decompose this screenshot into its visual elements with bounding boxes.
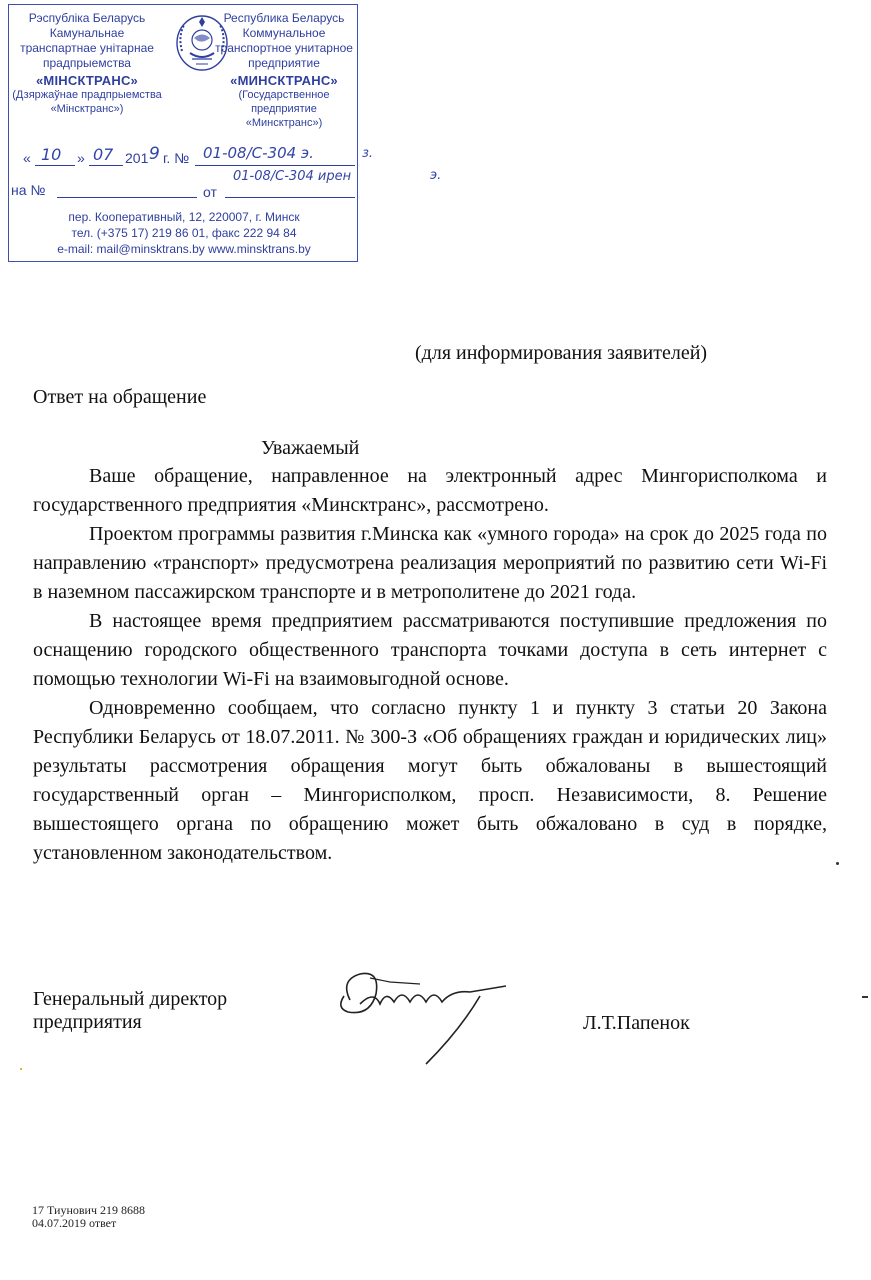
date-year-prefix: 201 xyxy=(125,150,149,166)
date-close-quote: » xyxy=(77,150,85,166)
ref-from-label: от xyxy=(203,184,217,200)
stamp-right-sub1: (Государственное предприятие xyxy=(238,89,330,115)
paragraph: Ваше обращение, направленное на электронный адрес Мингорисполкома и государственного предприятия «Минсктранс», рассмотрено. xyxy=(33,465,827,516)
stamp-left-line2: Камунальнае xyxy=(49,26,125,40)
stamp-russian-block xyxy=(209,11,359,130)
ref-number-label: на № xyxy=(11,182,46,198)
executor-note xyxy=(32,1204,145,1230)
paragraph: Проектом программы развития г.Минска как «умного города» на срок до 2025 года по направлению «транспорт» предусмотрена реализация мероприятий по развитию сети Wi-Fi в наземном пассажирском транспорте и в метрополитене до 2021 года. xyxy=(33,523,827,603)
scan-speck xyxy=(836,862,839,865)
reference-line xyxy=(11,169,357,203)
handwriting-extension-bottom: э. xyxy=(430,168,442,183)
addressee-note: (для информирования заявителей) xyxy=(415,342,708,364)
letterhead-stamp xyxy=(8,4,358,262)
scan-speck xyxy=(20,1068,22,1070)
number-handwritten: 01-08/С-304 э. xyxy=(203,144,314,162)
handwritten-signature xyxy=(330,960,520,1070)
executor-line1: 17 Тиунович 219 8688 xyxy=(32,1203,145,1217)
signer-name: Л.Т.Папенок xyxy=(583,1012,690,1034)
ref-handwritten: 01-08/С-304 ирен xyxy=(233,169,352,184)
stamp-right-line3: транспортное унитарное xyxy=(215,41,353,55)
signatory-title xyxy=(33,988,227,1034)
stamp-right-sub2: «Минсктранс») xyxy=(245,117,323,129)
stamp-left-sub2: «Мінсктранс») xyxy=(50,103,124,115)
stamp-belarusian-block xyxy=(9,11,165,116)
paragraph: Одновременно сообщаем, что согласно пункту 1 и пункту 3 статьи 20 Закона Республики Беларусь от 18.07.2011. № 300-З «Об обращениях граждан и юридических лиц» результаты рассмотрения обращения могут быть обжалованы в вышестоящий государственный орган – Мингорисполком, просп. Независимости, 8. Решение вышестоящего органа по обращению может быть обжаловано в суд в порядке, установленном законодательством. xyxy=(33,697,827,864)
stamp-left-line3: транспартнае унітарнае xyxy=(20,41,154,55)
date-day-handwritten: 10 xyxy=(41,145,62,164)
scan-speck xyxy=(862,996,868,998)
stamp-right-line4: предприятие xyxy=(248,56,320,70)
signatory-title-line2: предприятия xyxy=(33,1011,142,1033)
ref-from-underline xyxy=(225,183,355,198)
stamp-right-brand: «МИНСКТРАНС» xyxy=(230,73,338,88)
executor-line2: 04.07.2019 ответ xyxy=(32,1216,117,1230)
date-month-handwritten: 07 xyxy=(93,145,114,164)
signatory-title-line1: Генеральный директор xyxy=(33,988,228,1010)
date-open-quote: « xyxy=(23,150,31,166)
stamp-right-line1: Республика Беларусь xyxy=(223,11,345,25)
stamp-phone-line: тел. (+375 17) 219 86 01, факс 222 94 84 xyxy=(71,226,297,240)
stamp-contacts xyxy=(9,209,359,257)
stamp-left-line1: Рэспубліка Беларусь xyxy=(28,11,146,25)
letter-subject: Ответ на обращение xyxy=(33,386,207,408)
stamp-right-line2: Коммунальное xyxy=(242,26,326,40)
letter-body xyxy=(33,462,827,868)
stamp-left-sub1: (Дзяржаўнае прадпрыемства xyxy=(12,89,162,101)
stamp-left-line4: прадпрыемства xyxy=(43,56,131,70)
paragraph: В настоящее время предприятием рассматриваются поступившие предложения по оснащению городского общественного транспорта точками доступа в сеть интернет с помощью технологии Wi-Fi на взаимовыгодной основе. xyxy=(33,610,827,690)
ref-number-underline xyxy=(57,183,197,198)
stamp-left-brand: «МІНСКТРАНС» xyxy=(36,73,138,88)
date-year-handwritten: 9 xyxy=(149,144,160,164)
handwriting-extension-top: з. xyxy=(362,146,374,161)
number-label: г. № xyxy=(163,150,190,166)
stamp-email-line: e-mail: mail@minsktrans.by www.minsktrans.by xyxy=(57,242,311,256)
registration-line xyxy=(17,144,357,171)
stamp-address-line: пер. Кооперативный, 12, 220007, г. Минск xyxy=(68,210,300,224)
salutation: Уважаемый xyxy=(261,437,360,459)
